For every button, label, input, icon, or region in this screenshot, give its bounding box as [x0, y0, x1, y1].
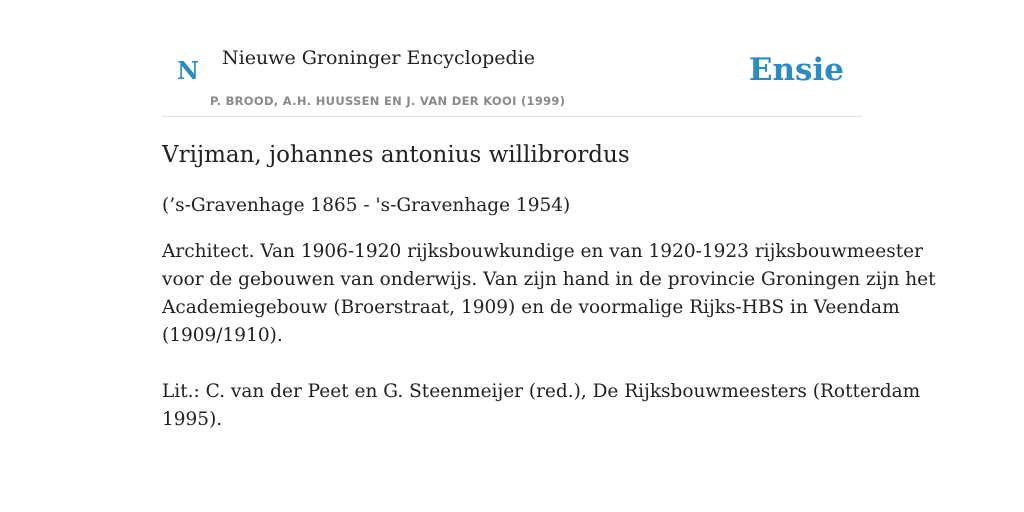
entry-dates: (’s-Gravenhage 1865 - 's-Gravenhage 1954)	[162, 195, 571, 216]
page-header	[162, 0, 862, 117]
entry-body	[162, 238, 936, 350]
body-line: Architect. Van 1906-1920 rijksbouwkundige en van 1920-1923 rijksbouwmeester	[162, 241, 923, 262]
entry-content	[162, 138, 936, 434]
body-line: voor de gebouwen van onderwijs. Van zijn hand in de provincie Groningen zijn het	[162, 269, 936, 290]
book-authors: P. BROOD, A.H. HUUSSEN EN J. VAN DER KOOI (1999)	[210, 94, 566, 108]
body-line: Academiegebouw (Broerstraat, 1909) en de voormalige Rijks-HBS in Veendam	[162, 297, 900, 318]
literature-line: Lit.: C. van der Peet en G. Steenmeijer (red.), De Rijksbouwmeesters (Rotterdam	[162, 381, 921, 402]
book-title[interactable]: Nieuwe Groninger Encyclopedie	[222, 47, 536, 69]
entry-literature	[162, 378, 921, 434]
entry-title: Vrijman, johannes antonius willibrordus	[162, 142, 630, 168]
encyclopedia-logo-icon[interactable]: N	[177, 56, 199, 85]
literature-line: 1995).	[162, 409, 223, 430]
body-line: (1909/1910).	[162, 325, 283, 346]
ensie-logo[interactable]: Ensie	[748, 52, 844, 88]
